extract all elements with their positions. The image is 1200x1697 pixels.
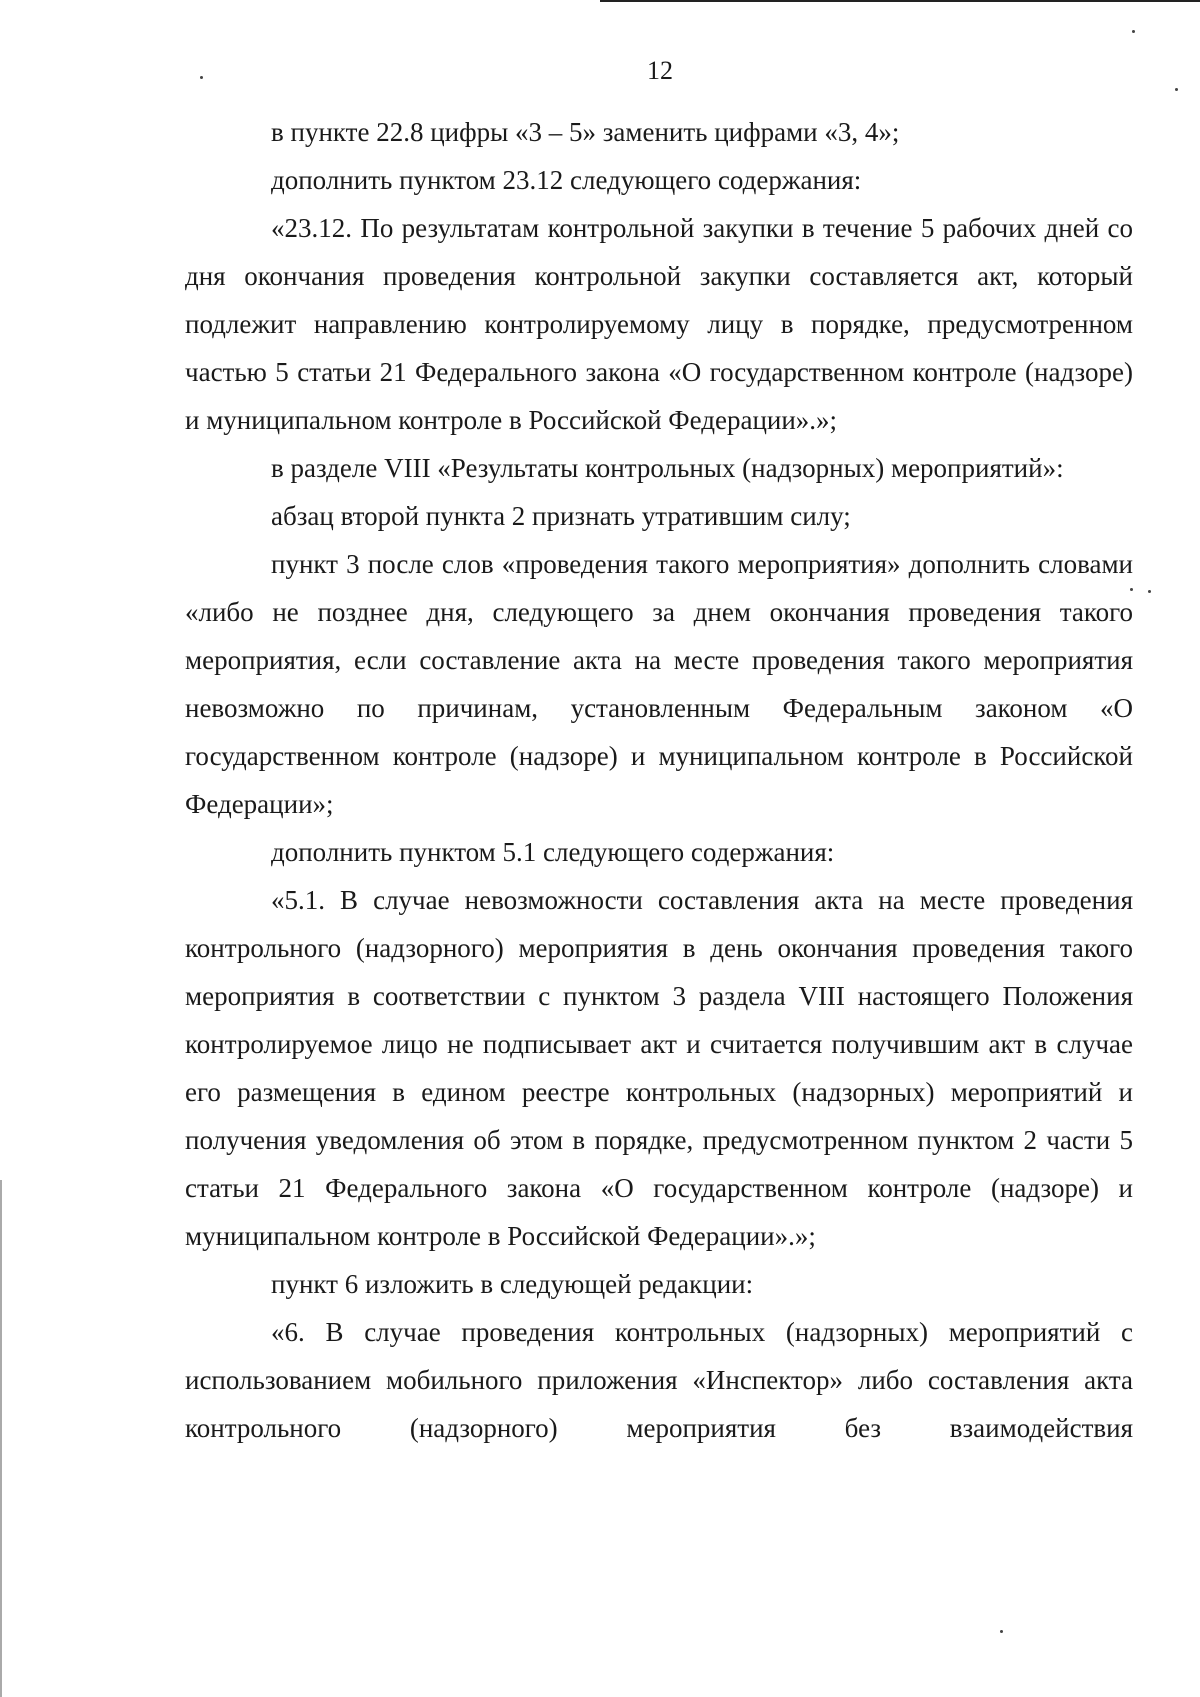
paragraph: «23.12. По результатам контрольной закупки в течение 5 рабочих дней со дня окончания проведения контрольной закупки составляется акт, который подлежит направлению контролируемому лицу в порядке, предусмотренном частью 5 статьи 21 Федерального закона «О государственном контроле (надзоре) и муниципальном контроле в Российской Федерации».»; bbox=[185, 213, 1133, 435]
scan-speck bbox=[1000, 1630, 1003, 1633]
paragraph: дополнить пунктом 5.1 следующего содержания: bbox=[271, 837, 835, 867]
paragraph: пункт 3 после слов «проведения такого мероприятия» дополнить словами «либо не позднее дня, следующего за днем окончания проведения такого мероприятия, если составление акта на месте проведения такого мероприятия невозможно по причинам, установленным Федеральным законом «О государственном контроле (надзоре) и муниципальном контроле в Российской Федерации»; bbox=[185, 549, 1133, 819]
scan-speck bbox=[200, 76, 203, 79]
paragraph: в пункте 22.8 цифры «3 – 5» заменить цифрами «3, 4»; bbox=[271, 117, 900, 147]
paragraph: «5.1. В случае невозможности составления акта на месте проведения контрольного (надзорного) мероприятия в день окончания проведения такого мероприятия в соответствии с пунктом 3 раздела VIII настоящего Положения контролируемое лицо не подписывает акт и считается получившим акт в случае его размещения в едином реестре контрольных (надзорных) мероприятий и получения уведомления об этом в порядке, предусмотренном пунктом 2 части 5 статьи 21 Федерального закона «О государственном контроле (надзоре) и муниципальном контроле в Российской Федерации».»; bbox=[185, 885, 1133, 1251]
scan-top-border bbox=[600, 0, 1200, 2]
paragraph: пункт 6 изложить в следующей редакции: bbox=[271, 1269, 754, 1299]
scan-speck bbox=[1175, 88, 1178, 91]
paragraph: дополнить пунктом 23.12 следующего содержания: bbox=[271, 165, 862, 195]
scan-speck bbox=[1148, 590, 1151, 593]
scan-speck bbox=[1130, 588, 1133, 591]
page-number: 12 bbox=[647, 56, 673, 85]
scan-speck bbox=[1132, 30, 1135, 33]
paragraph: в разделе VIII «Результаты контрольных (надзорных) мероприятий»: bbox=[271, 453, 1064, 483]
paragraph: абзац второй пункта 2 признать утратившим силу; bbox=[271, 501, 851, 531]
document-body bbox=[185, 108, 1133, 1452]
paragraph: «6. В случае проведения контрольных (надзорных) мероприятий с использованием мобильного приложения «Инспектор» либо составления акта контрольного (надзорного) мероприятия без взаимодействия bbox=[185, 1317, 1133, 1443]
scan-left-edge bbox=[0, 0, 2, 1697]
